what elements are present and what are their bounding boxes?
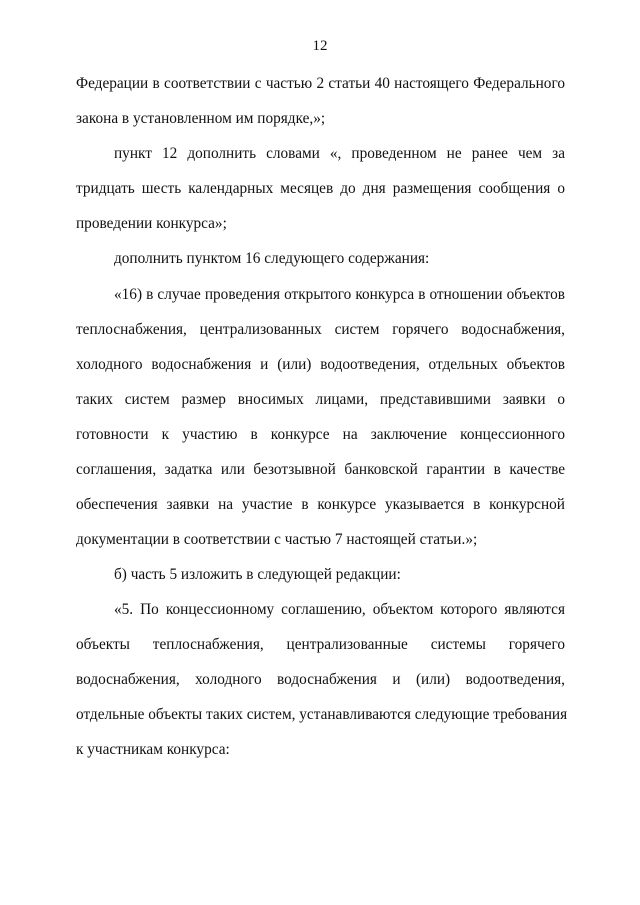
text-line: Федерации в соответствии с частью 2 статьи 40 настоящего Федерального (76, 75, 565, 92)
page-number: 12 (312, 38, 328, 54)
text-line: проведении конкурса»; (76, 215, 227, 232)
text-line: «5. По концессионному соглашению, объектом которого являются (114, 601, 565, 618)
text-line: документации в соответствии с частью 7 настоящей статьи.»; (76, 531, 478, 548)
text-line: теплоснабжения, централизованных систем горячего водоснабжения, (76, 321, 565, 338)
text-line: таких систем размер вносимых лицами, представившими заявки о (76, 391, 565, 408)
text-line: б) часть 5 изложить в следующей редакции: (114, 566, 401, 583)
text-line: готовности к участию в конкурсе на заключение концессионного (76, 426, 565, 443)
text-line: обеспечения заявки на участие в конкурсе указывается в конкурсной (76, 496, 565, 513)
text-line: пункт 12 дополнить словами «, проведенном не ранее чем за (114, 145, 565, 162)
text-line: отдельные объекты таких систем, устанавливаются следующие требования (76, 706, 568, 723)
text-line: к участникам конкурса: (76, 741, 230, 758)
text-line: дополнить пунктом 16 следующего содержания: (114, 250, 430, 267)
text-line: объекты теплоснабжения, централизованные системы горячего (76, 636, 565, 653)
text-line: водоснабжения, холодного водоснабжения и (или) водоотведения, (76, 671, 565, 688)
text-line: закона в установленном им порядке,»; (76, 110, 326, 127)
text-line: тридцать шесть календарных месяцев до дня размещения сообщения о (76, 180, 565, 197)
text-line: холодного водоснабжения и (или) водоотведения, отдельных объектов (76, 356, 565, 373)
text-line: «16) в случае проведения открытого конкурса в отношении объектов (114, 286, 565, 303)
text-line: соглашения, задатка или безотзывной банковской гарантии в качестве (76, 461, 565, 478)
